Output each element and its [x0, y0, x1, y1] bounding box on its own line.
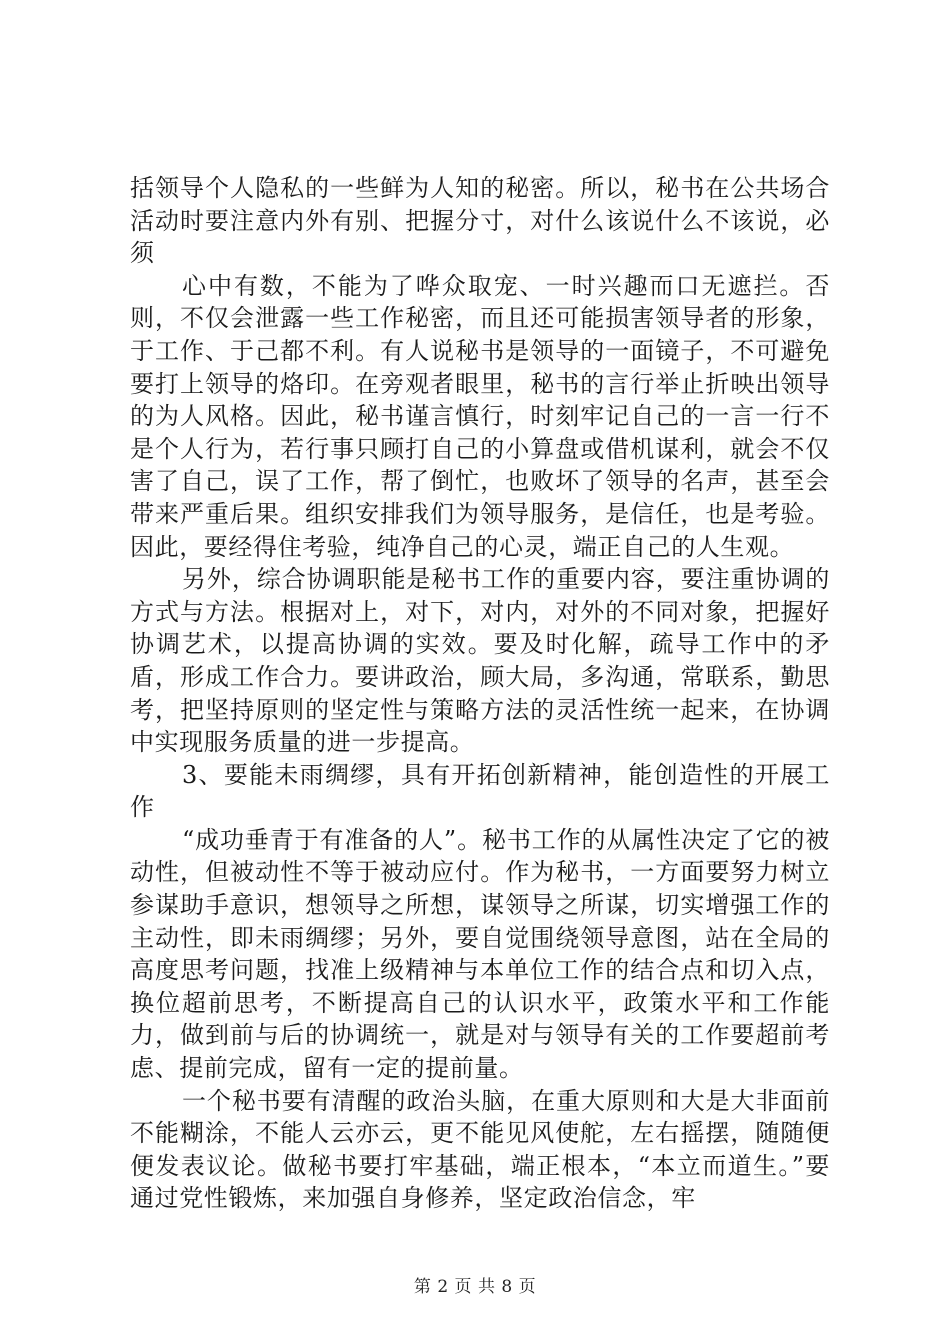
- paragraph-1: 括领导个人隐私的一些鲜为人知的秘密。所以，秘书在公共场合活动时要注意内外有别、把握分寸，对什么该说什么不该说，必须: [130, 174, 830, 268]
- section-heading-3: 3、要能未雨绸缪，具有开拓创新精神，能创造性的开展工作: [130, 760, 830, 822]
- document-body: [130, 172, 830, 1215]
- page-number-footer: 第 2 页 共 8 页: [413, 1277, 537, 1297]
- paragraph-3: 另外，综合协调职能是秘书工作的重要内容，要注重协调的方式与方法。根据对上，对下，对内，对外的不同对象，把握好协调艺术，以提高协调的实效。要及时化解，疏导工作中的矛盾，形成工作合力。要讲政治，顾大局，多沟通，常联系，勤思考，把坚持原则的坚定性与策略方法的灵活性统一起来，在协调中实现服务质量的进一步提高。: [130, 565, 830, 757]
- paragraph-2: 心中有数，不能为了哗众取宠、一时兴趣而口无遮拦。否则，不仅会泄露一些工作秘密，而且还可能损害领导者的形象，于工作、于己都不利。有人说秘书是领导的一面镜子，不可避免要打上领导的烙印。在旁观者眼里，秘书的言行举止折映出领导的为人风格。因此，秘书谨言慎行，时刻牢记自己的一言一行不是个人行为，若行事只顾打自己的小算盘或借机谋利，就会不仅害了自己，误了工作，帮了倒忙，也败坏了领导的名声，甚至会带来严重后果。组织安排我们为领导服务，是信任，也是考验。因此，要经得住考验，纯净自己的心灵，端正自己的人生观。: [130, 271, 830, 561]
- paragraph-6: 一个秘书要有清醒的政治头脑，在重大原则和大是大非面前不能糊涂，不能人云亦云，更不能见风使舵，左右摇摆，随随便便发表议论。做秘书要打牢基础，端正根本，“本立而道生。”要通过党性锻炼，来加强自身修养，坚定政治信念，牢: [130, 1086, 830, 1213]
- paragraph-5: “成功垂青于有准备的人”。秘书工作的从属性决定了它的被动性，但被动性不等于被动应付。作为秘书，一方面要努力树立参谋助手意识，想领导之所想，谋领导之所谋，切实增强工作的主动性，即未雨绸缪；另外，要自觉围绕领导意图，站在全局的高度思考问题，找准上级精神与本单位工作的结合点和切入点，换位超前思考，不断提高自己的认识水平，政策水平和工作能力，做到前与后的协调统一，就是对与领导有关的工作要超前考虑、提前完成，留有一定的提前量。: [130, 825, 830, 1083]
